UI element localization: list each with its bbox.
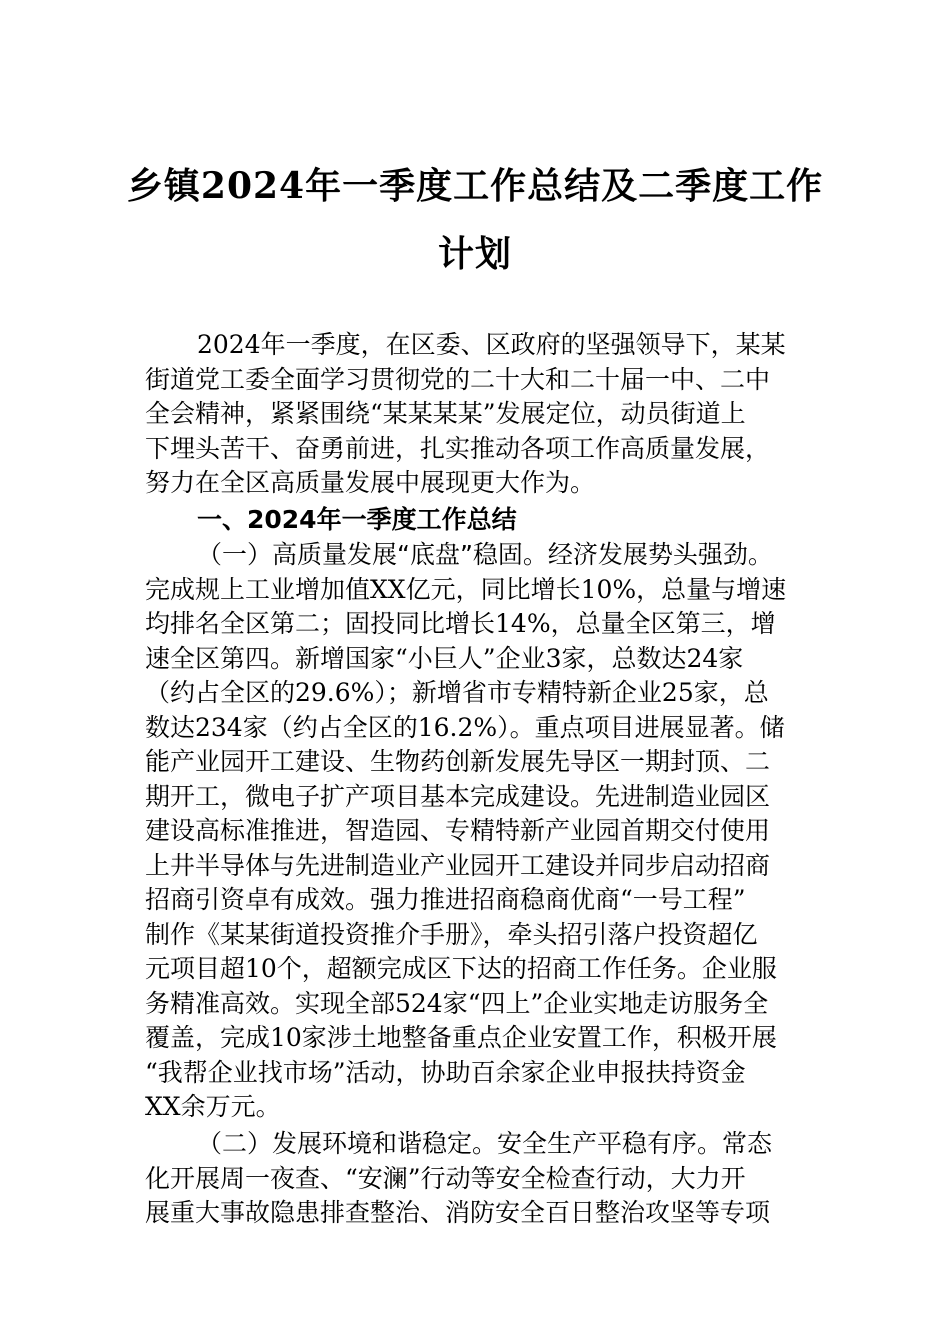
paragraph-first-line	[145, 538, 810, 573]
intro-line: 下埋头苦干、奋勇前进，扎实推动各项工作高质量发展，	[145, 433, 771, 463]
section-heading-text: 一、2024年一季度工作总结	[197, 505, 517, 534]
paragraph-line: 务精准高效。实现全部524家“四上”企业实地走访服务全	[145, 988, 769, 1018]
paragraph-line: “我帮企业找市场”活动，协助百余家企业申报扶持资金	[145, 1057, 746, 1087]
paragraph-line: 能产业园开工建设、生物药创新发展先导区一期封顶、二	[145, 747, 771, 776]
paragraph-line: 元项目超10个，超额完成区下达的招商工作任务。企业服	[145, 954, 777, 983]
paragraph-line: XX余万元。	[145, 1092, 281, 1121]
intro-paragraph	[145, 328, 810, 501]
intro-line: 2024年一季度，在区委、区政府的坚强领导下，某某	[197, 330, 786, 359]
subsection-lead: （二）发展环境和谐稳定。	[197, 1129, 498, 1158]
paragraph-line: 期开工，微电子扩产项目基本完成建设。先进制造业园区	[145, 781, 771, 811]
paragraph-line: 招商引资卓有成效。强力推进招商稳商优商“一号工程”	[145, 885, 746, 914]
paragraph-line: 速全区第四。新增国家“小巨人”企业3家，总数达24家	[145, 643, 744, 673]
paragraph-line: 上井半导体与先进制造业产业园开工建设并同步启动招商	[145, 850, 771, 880]
paragraph-line: 完成规上工业增加值XX亿元，同比增长10%，总量与增速	[145, 574, 787, 604]
paragraph-line: 展重大事故隐患排查整治、消防安全百日整治攻坚等专项	[145, 1198, 771, 1227]
document-title-line-2: 计划	[437, 233, 512, 275]
paragraph-economy	[145, 538, 810, 1125]
intro-line: 努力在全区高质量发展中展现更大作为。	[145, 468, 596, 497]
paragraph-line: 建设高标准推进，智造园、专精特新产业园首期交付使用	[145, 816, 771, 845]
document-title-line-1: 乡镇2024年一季度工作总结及二季度工作	[126, 165, 824, 207]
paragraph-first-line	[145, 1127, 810, 1162]
paragraph-text: 安全生产平稳有序。常态	[497, 1129, 773, 1158]
paragraph-line: 化开展周一夜查、“安澜”行动等安全检查行动，大力开	[145, 1163, 746, 1193]
section-heading	[145, 503, 810, 538]
paragraph-line: （约占全区的29.6%）；新增省市专精特新企业25家，总	[145, 678, 769, 707]
paragraph-line: 数达234家（约占全区的16.2%）。重点项目进展显著。储	[145, 712, 785, 742]
intro-line: 全会精神，紧紧围绕“某某某某”发展定位，动员街道上	[145, 399, 746, 428]
paragraph-text: 经济发展势头强劲。	[547, 540, 773, 569]
paragraph-line: 覆盖，完成10家涉土地整备重点企业安置工作，积极开展	[145, 1023, 777, 1052]
paragraph-line: 均排名全区第二；固投同比增长14%，总量全区第三，增	[145, 609, 776, 638]
intro-line: 街道党工委全面学习贯彻党的二十大和二十届一中、二中	[145, 364, 771, 394]
paragraph-line: 制作《某某街道投资推介手册》，牵头招引落户投资超亿	[145, 919, 758, 949]
subsection-lead: （一）高质量发展“底盘”稳固。	[197, 540, 548, 569]
paragraph-environment	[145, 1127, 810, 1231]
